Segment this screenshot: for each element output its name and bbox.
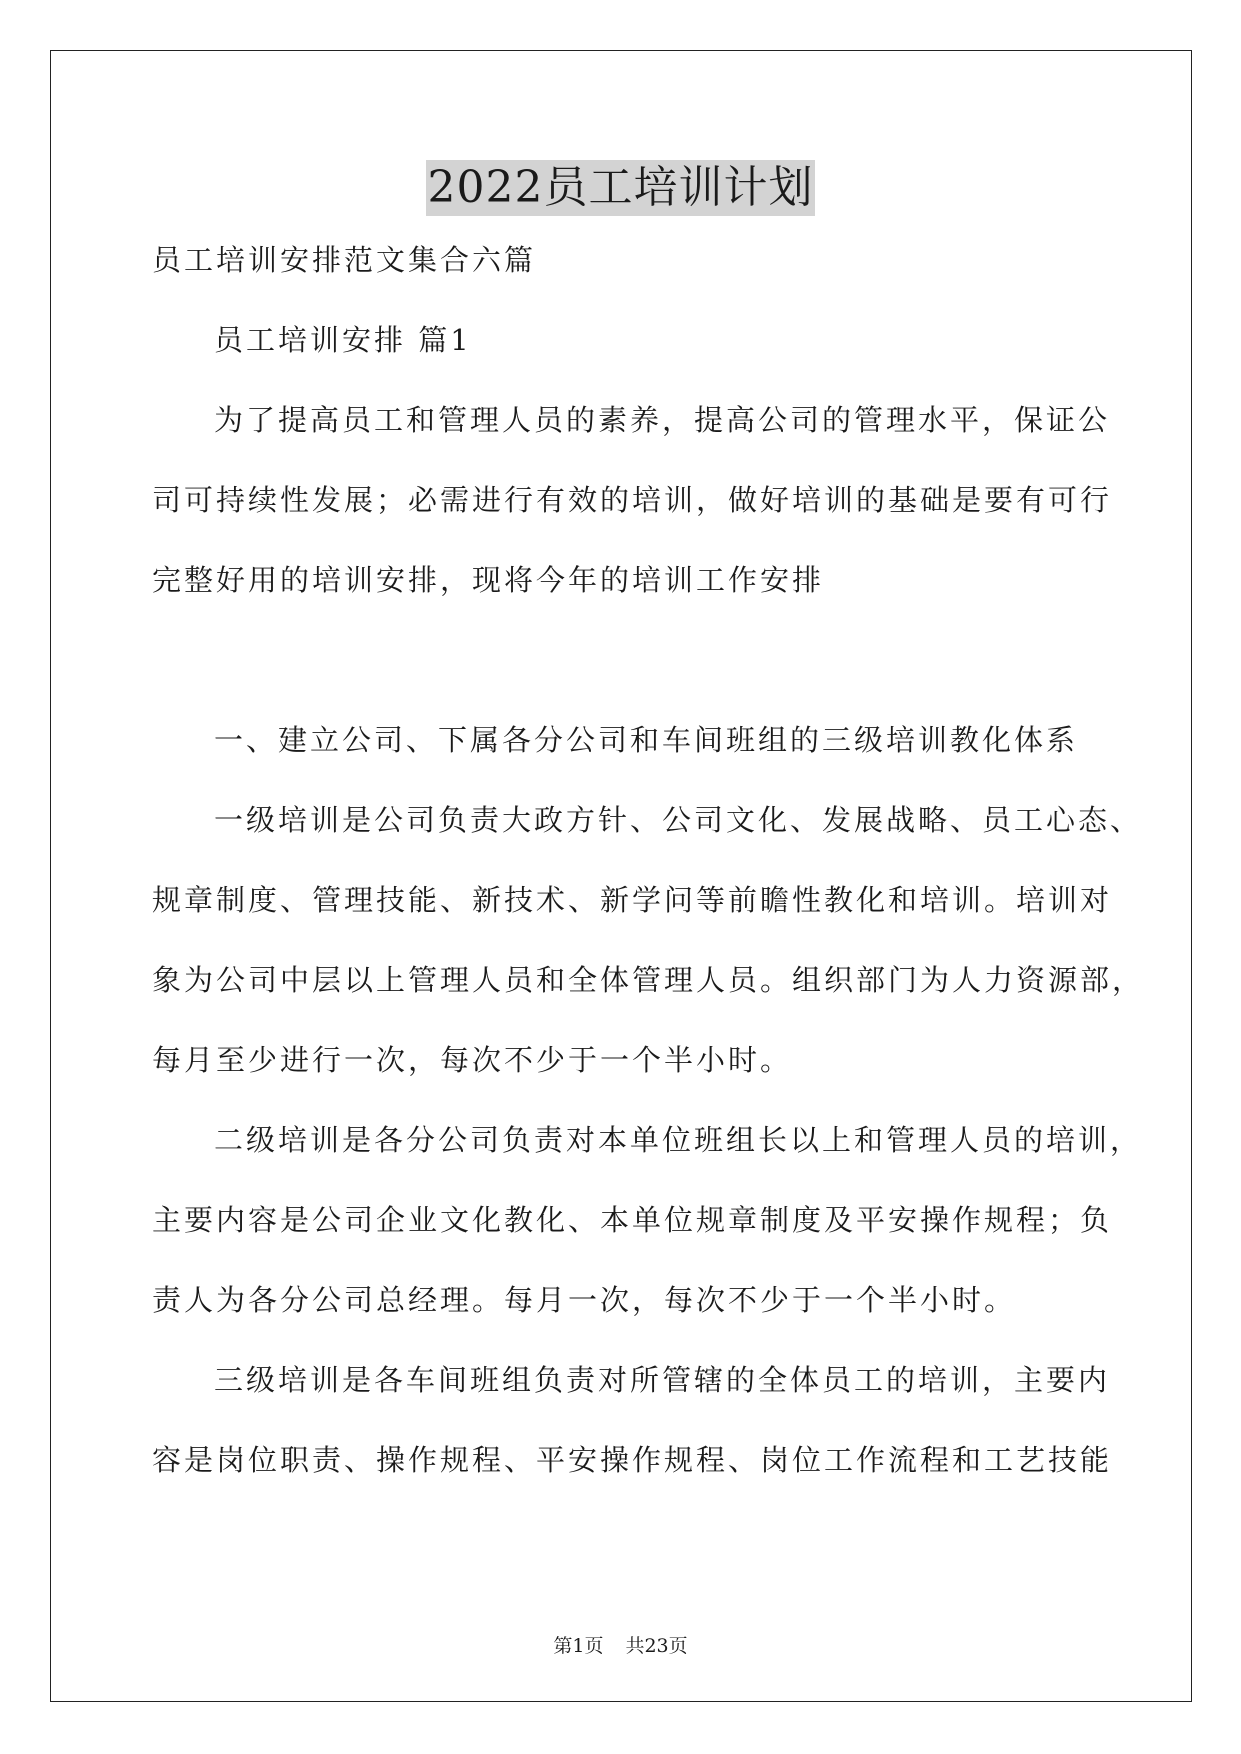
document-subtitle: 员工培训安排范文集合六篇: [152, 243, 537, 277]
paragraph-line: 二级培训是各分公司负责对本单位班组长以上和管理人员的培训，: [214, 1123, 1143, 1157]
paragraph-line: 完整好用的培训安排，现将今年的培训工作安排: [152, 563, 825, 597]
paragraph-line: 一级培训是公司负责大政方针、公司文化、发展战略、员工心态、: [214, 803, 1143, 837]
title-container: [0, 160, 1241, 216]
section-heading: 员工培训安排 篇1: [214, 323, 472, 357]
page-total: 共23页: [625, 1635, 688, 1657]
paragraph-line: 规章制度、管理技能、新技术、新学问等前瞻性教化和培训。培训对: [152, 883, 1113, 917]
paragraph-line: 每月至少进行一次，每次不少于一个半小时。: [152, 1043, 793, 1077]
list-heading: 一、建立公司、下属各分公司和车间班组的三级培训教化体系: [214, 723, 1079, 757]
paragraph-line: 为了提高员工和管理人员的素养，提高公司的管理水平，保证公: [214, 403, 1111, 437]
paragraph-line: 主要内容是公司企业文化教化、本单位规章制度及平安操作规程；负: [152, 1203, 1113, 1237]
paragraph-line: 象为公司中层以上管理人员和全体管理人员。组织部门为人力资源部，: [152, 963, 1145, 997]
paragraph-line: 司可持续性发展；必需进行有效的培训，做好培训的基础是要有可行: [152, 483, 1113, 517]
paragraph-line: 三级培训是各车间班组负责对所管辖的全体员工的培训，主要内: [214, 1363, 1111, 1397]
page-number: 第1页: [553, 1635, 604, 1657]
page-footer: [0, 1634, 1241, 1658]
paragraph-line: 责人为各分公司总经理。每月一次，每次不少于一个半小时。: [152, 1283, 1017, 1317]
document-title: 2022员工培训计划: [426, 160, 816, 216]
paragraph-line: 容是岗位职责、操作规程、平安操作规程、岗位工作流程和工艺技能: [152, 1443, 1113, 1477]
